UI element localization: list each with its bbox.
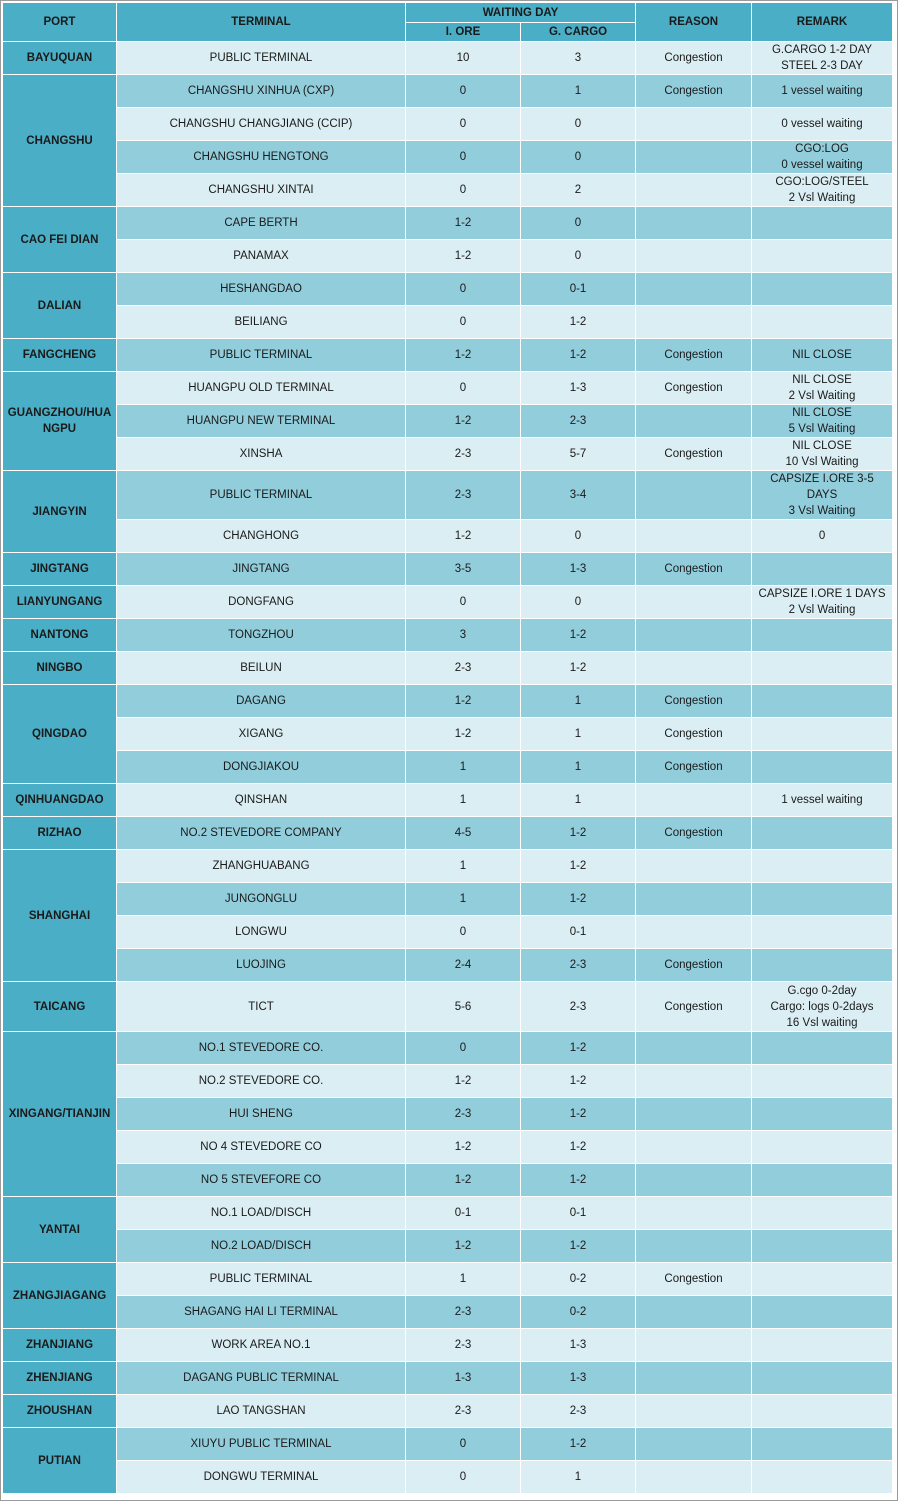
table-row <box>3 850 893 883</box>
table-row <box>3 520 893 553</box>
gcargo-cell: 1-2 <box>521 850 636 883</box>
remark-cell <box>752 949 893 982</box>
port-name: BAYUQUAN <box>3 42 117 75</box>
table-row <box>3 471 893 520</box>
port-name: ZHOUSHAN <box>3 1395 117 1428</box>
iore-cell: 2-3 <box>406 652 521 685</box>
table-row <box>3 141 893 174</box>
iore-cell: 0-1 <box>406 1197 521 1230</box>
remark-cell <box>752 1230 893 1263</box>
iore-cell: 1-2 <box>406 685 521 718</box>
reason-cell <box>636 207 752 240</box>
gcargo-cell: 1-3 <box>521 1329 636 1362</box>
iore-cell: 1 <box>406 883 521 916</box>
port-name: CAO FEI DIAN <box>3 207 117 273</box>
iore-cell: 0 <box>406 108 521 141</box>
reason-cell <box>636 1461 752 1494</box>
table-row <box>3 174 893 207</box>
port-name: FANGCHENG <box>3 339 117 372</box>
remark-cell: 0 <box>752 520 893 553</box>
iore-cell: 0 <box>406 141 521 174</box>
port-name: JINGTANG <box>3 553 117 586</box>
iore-cell: 1-2 <box>406 207 521 240</box>
reason-cell <box>636 405 752 438</box>
header-waiting-day: WAITING DAY <box>406 3 636 23</box>
terminal-cell: NO.1 LOAD/DISCH <box>117 1197 406 1230</box>
gcargo-cell: 2-3 <box>521 982 636 1032</box>
iore-cell: 10 <box>406 42 521 75</box>
reason-cell <box>636 1230 752 1263</box>
reason-cell <box>636 174 752 207</box>
remark-cell <box>752 1395 893 1428</box>
remark-cell <box>752 718 893 751</box>
port-name: ZHANGJIAGANG <box>3 1263 117 1329</box>
table-row <box>3 108 893 141</box>
header-reason: REASON <box>636 3 752 42</box>
iore-cell: 0 <box>406 1428 521 1461</box>
table-row <box>3 405 893 438</box>
terminal-cell: NO.1 STEVEDORE CO. <box>117 1032 406 1065</box>
remark-cell: NIL CLOSE 5 Vsl Waiting <box>752 405 893 438</box>
remark-cell <box>752 619 893 652</box>
table-row <box>3 1065 893 1098</box>
reason-cell <box>636 619 752 652</box>
reason-cell <box>636 586 752 619</box>
port-name: LIANYUNGANG <box>3 586 117 619</box>
table-row <box>3 949 893 982</box>
reason-cell <box>636 1098 752 1131</box>
remark-cell <box>752 1461 893 1494</box>
terminal-cell: BEILUN <box>117 652 406 685</box>
gcargo-cell: 1-2 <box>521 1131 636 1164</box>
iore-cell: 2-3 <box>406 1395 521 1428</box>
gcargo-cell: 1-3 <box>521 372 636 405</box>
reason-cell <box>636 1296 752 1329</box>
remark-cell <box>752 1296 893 1329</box>
terminal-cell: XIGANG <box>117 718 406 751</box>
gcargo-cell: 0-1 <box>521 916 636 949</box>
gcargo-cell: 0-2 <box>521 1296 636 1329</box>
iore-cell: 4-5 <box>406 817 521 850</box>
remark-cell <box>752 1197 893 1230</box>
gcargo-cell: 5-7 <box>521 438 636 471</box>
gcargo-cell: 1 <box>521 718 636 751</box>
terminal-cell: CHANGSHU HENGTONG <box>117 141 406 174</box>
iore-cell: 1-2 <box>406 718 521 751</box>
gcargo-cell: 1-2 <box>521 339 636 372</box>
table-row <box>3 1461 893 1494</box>
iore-cell: 0 <box>406 586 521 619</box>
table-row <box>3 1032 893 1065</box>
iore-cell: 1 <box>406 850 521 883</box>
terminal-cell: DONGJIAKOU <box>117 751 406 784</box>
table-row <box>3 553 893 586</box>
gcargo-cell: 0-1 <box>521 1197 636 1230</box>
remark-cell: CAPSIZE I.ORE 3-5 DAYS 3 Vsl Waiting <box>752 471 893 520</box>
gcargo-cell: 1-2 <box>521 1065 636 1098</box>
reason-cell: Congestion <box>636 949 752 982</box>
reason-cell: Congestion <box>636 1263 752 1296</box>
reason-cell <box>636 1395 752 1428</box>
remark-cell: CGO:LOG 0 vessel waiting <box>752 141 893 174</box>
terminal-cell: TONGZHOU <box>117 619 406 652</box>
reason-cell <box>636 1065 752 1098</box>
table-row <box>3 1428 893 1461</box>
terminal-cell: DAGANG <box>117 685 406 718</box>
gcargo-cell: 2 <box>521 174 636 207</box>
remark-cell: NIL CLOSE <box>752 339 893 372</box>
gcargo-cell: 1-2 <box>521 652 636 685</box>
iore-cell: 2-4 <box>406 949 521 982</box>
header-terminal: TERMINAL <box>117 3 406 42</box>
gcargo-cell: 1 <box>521 751 636 784</box>
reason-cell: Congestion <box>636 42 752 75</box>
header-remark: REMARK <box>752 3 893 42</box>
table-row <box>3 883 893 916</box>
table-row <box>3 372 893 405</box>
reason-cell <box>636 1164 752 1197</box>
reason-cell <box>636 1131 752 1164</box>
table-row <box>3 1362 893 1395</box>
iore-cell: 0 <box>406 1461 521 1494</box>
remark-cell <box>752 1362 893 1395</box>
terminal-cell: XINSHA <box>117 438 406 471</box>
reason-cell: Congestion <box>636 751 752 784</box>
header-gcargo: G. CARGO <box>521 23 636 42</box>
remark-cell: 0 vessel waiting <box>752 108 893 141</box>
terminal-cell: PUBLIC TERMINAL <box>117 339 406 372</box>
iore-cell: 0 <box>406 273 521 306</box>
table-row <box>3 1164 893 1197</box>
port-name: NANTONG <box>3 619 117 652</box>
gcargo-cell: 0-2 <box>521 1263 636 1296</box>
header-iore: I. ORE <box>406 23 521 42</box>
table-row <box>3 1329 893 1362</box>
iore-cell: 0 <box>406 174 521 207</box>
table-row <box>3 817 893 850</box>
remark-cell <box>752 1164 893 1197</box>
iore-cell: 1-2 <box>406 1164 521 1197</box>
gcargo-cell: 2-3 <box>521 405 636 438</box>
table-row <box>3 718 893 751</box>
port-name: PUTIAN <box>3 1428 117 1494</box>
remark-cell <box>752 1098 893 1131</box>
port-name: ZHENJIANG <box>3 1362 117 1395</box>
iore-cell: 3 <box>406 619 521 652</box>
reason-cell <box>636 240 752 273</box>
iore-cell: 1-2 <box>406 339 521 372</box>
gcargo-cell: 0 <box>521 586 636 619</box>
gcargo-cell: 3-4 <box>521 471 636 520</box>
terminal-cell: CHANGSHU XINHUA (CXP) <box>117 75 406 108</box>
terminal-cell: NO 4 STEVEDORE CO <box>117 1131 406 1164</box>
iore-cell: 1-2 <box>406 520 521 553</box>
reason-cell <box>636 1032 752 1065</box>
remark-cell <box>752 883 893 916</box>
reason-cell: Congestion <box>636 339 752 372</box>
gcargo-cell: 1-2 <box>521 619 636 652</box>
reason-cell <box>636 1197 752 1230</box>
terminal-cell: PUBLIC TERMINAL <box>117 42 406 75</box>
gcargo-cell: 1-2 <box>521 306 636 339</box>
remark-cell: G.cgo 0-2day Cargo: logs 0-2days 16 Vsl waiting <box>752 982 893 1032</box>
table-row <box>3 784 893 817</box>
table-row <box>3 685 893 718</box>
remark-cell <box>752 1428 893 1461</box>
iore-cell: 0 <box>406 916 521 949</box>
terminal-cell: HUANGPU OLD TERMINAL <box>117 372 406 405</box>
remark-cell <box>752 553 893 586</box>
iore-cell: 1-2 <box>406 1131 521 1164</box>
reason-cell <box>636 883 752 916</box>
gcargo-cell: 0 <box>521 207 636 240</box>
reason-cell: Congestion <box>636 817 752 850</box>
remark-cell <box>752 1131 893 1164</box>
terminal-cell: HUANGPU NEW TERMINAL <box>117 405 406 438</box>
iore-cell: 1-2 <box>406 405 521 438</box>
table-row <box>3 1098 893 1131</box>
port-name: NINGBO <box>3 652 117 685</box>
gcargo-cell: 2-3 <box>521 1395 636 1428</box>
table-row <box>3 42 893 75</box>
iore-cell: 2-3 <box>406 1098 521 1131</box>
gcargo-cell: 1-3 <box>521 553 636 586</box>
remark-cell <box>752 1032 893 1065</box>
terminal-cell: LONGWU <box>117 916 406 949</box>
gcargo-cell: 1 <box>521 1461 636 1494</box>
table-row <box>3 586 893 619</box>
remark-cell: CAPSIZE I.ORE 1 DAYS 2 Vsl Waiting <box>752 586 893 619</box>
port-waiting-table <box>2 2 893 1494</box>
iore-cell: 0 <box>406 75 521 108</box>
terminal-cell: PUBLIC TERMINAL <box>117 1263 406 1296</box>
remark-cell <box>752 1065 893 1098</box>
reason-cell <box>636 273 752 306</box>
gcargo-cell: 1 <box>521 75 636 108</box>
reason-cell <box>636 1428 752 1461</box>
gcargo-cell: 0 <box>521 141 636 174</box>
gcargo-cell: 1-2 <box>521 1098 636 1131</box>
table-row <box>3 1296 893 1329</box>
reason-cell <box>636 784 752 817</box>
table-row <box>3 207 893 240</box>
gcargo-cell: 2-3 <box>521 949 636 982</box>
remark-cell <box>752 850 893 883</box>
table-row <box>3 652 893 685</box>
gcargo-cell: 0-1 <box>521 273 636 306</box>
gcargo-cell: 1-3 <box>521 1362 636 1395</box>
port-name: DALIAN <box>3 273 117 339</box>
remark-cell <box>752 916 893 949</box>
reason-cell <box>636 108 752 141</box>
header-port: PORT <box>3 3 117 42</box>
terminal-cell: CHANGHONG <box>117 520 406 553</box>
table-row <box>3 982 893 1032</box>
iore-cell: 3-5 <box>406 553 521 586</box>
gcargo-cell: 0 <box>521 108 636 141</box>
iore-cell: 2-3 <box>406 1296 521 1329</box>
port-name: TAICANG <box>3 982 117 1032</box>
table-row <box>3 1230 893 1263</box>
terminal-cell: NO.2 LOAD/DISCH <box>117 1230 406 1263</box>
table-row <box>3 619 893 652</box>
remark-cell <box>752 1329 893 1362</box>
terminal-cell: LAO TANGSHAN <box>117 1395 406 1428</box>
reason-cell <box>636 652 752 685</box>
reason-cell <box>636 1329 752 1362</box>
gcargo-cell: 1-2 <box>521 1230 636 1263</box>
iore-cell: 1 <box>406 784 521 817</box>
terminal-cell: DAGANG PUBLIC TERMINAL <box>117 1362 406 1395</box>
iore-cell: 0 <box>406 306 521 339</box>
reason-cell: Congestion <box>636 685 752 718</box>
remark-cell <box>752 751 893 784</box>
reason-cell: Congestion <box>636 718 752 751</box>
remark-cell: CGO:LOG/STEEL 2 Vsl Waiting <box>752 174 893 207</box>
reason-cell <box>636 916 752 949</box>
terminal-cell: SHAGANG HAI LI TERMINAL <box>117 1296 406 1329</box>
reason-cell <box>636 1362 752 1395</box>
iore-cell: 0 <box>406 372 521 405</box>
terminal-cell: XIUYU PUBLIC TERMINAL <box>117 1428 406 1461</box>
remark-cell <box>752 685 893 718</box>
remark-cell <box>752 1263 893 1296</box>
remark-cell <box>752 306 893 339</box>
reason-cell <box>636 141 752 174</box>
terminal-cell: NO 5 STEVEFORE CO <box>117 1164 406 1197</box>
gcargo-cell: 1-2 <box>521 1164 636 1197</box>
terminal-cell: HUI SHENG <box>117 1098 406 1131</box>
reason-cell: Congestion <box>636 438 752 471</box>
remark-cell: NIL CLOSE 10 Vsl Waiting <box>752 438 893 471</box>
terminal-cell: DONGFANG <box>117 586 406 619</box>
reason-cell <box>636 471 752 520</box>
reason-cell: Congestion <box>636 553 752 586</box>
table-row <box>3 751 893 784</box>
terminal-cell: TICT <box>117 982 406 1032</box>
gcargo-cell: 0 <box>521 520 636 553</box>
terminal-cell: WORK AREA NO.1 <box>117 1329 406 1362</box>
terminal-cell: NO.2 STEVEDORE CO. <box>117 1065 406 1098</box>
iore-cell: 1-2 <box>406 1230 521 1263</box>
terminal-cell: BEILIANG <box>117 306 406 339</box>
table-row <box>3 1395 893 1428</box>
gcargo-cell: 3 <box>521 42 636 75</box>
remark-cell <box>752 273 893 306</box>
gcargo-cell: 1-2 <box>521 817 636 850</box>
iore-cell: 1-2 <box>406 1065 521 1098</box>
terminal-cell: JINGTANG <box>117 553 406 586</box>
terminal-cell: CAPE BERTH <box>117 207 406 240</box>
table-row <box>3 1263 893 1296</box>
iore-cell: 2-3 <box>406 471 521 520</box>
iore-cell: 5-6 <box>406 982 521 1032</box>
port-name: RIZHAO <box>3 817 117 850</box>
table-row <box>3 438 893 471</box>
iore-cell: 1 <box>406 751 521 784</box>
terminal-cell: DONGWU TERMINAL <box>117 1461 406 1494</box>
reason-cell: Congestion <box>636 75 752 108</box>
iore-cell: 1 <box>406 1263 521 1296</box>
table-body <box>3 42 893 1494</box>
table-row <box>3 306 893 339</box>
reason-cell <box>636 306 752 339</box>
port-name: GUANGZHOU/HUA NGPU <box>3 372 117 471</box>
terminal-cell: ZHANGHUABANG <box>117 850 406 883</box>
iore-cell: 2-3 <box>406 1329 521 1362</box>
table-row <box>3 339 893 372</box>
port-name: CHANGSHU <box>3 75 117 207</box>
terminal-cell: QINSHAN <box>117 784 406 817</box>
remark-cell <box>752 817 893 850</box>
table-row <box>3 273 893 306</box>
terminal-cell: CHANGSHU XINTAI <box>117 174 406 207</box>
iore-cell: 2-3 <box>406 438 521 471</box>
terminal-cell: HESHANGDAO <box>117 273 406 306</box>
port-name: QINGDAO <box>3 685 117 784</box>
table-row <box>3 916 893 949</box>
remark-cell <box>752 207 893 240</box>
reason-cell <box>636 850 752 883</box>
port-name: QINHUANGDAO <box>3 784 117 817</box>
remark-cell <box>752 240 893 273</box>
port-name: YANTAI <box>3 1197 117 1263</box>
table-row <box>3 240 893 273</box>
remark-cell: 1 vessel waiting <box>752 784 893 817</box>
gcargo-cell: 1 <box>521 685 636 718</box>
remark-cell: 1 vessel waiting <box>752 75 893 108</box>
table-row <box>3 75 893 108</box>
gcargo-cell: 1-2 <box>521 1428 636 1461</box>
remark-cell: G.CARGO 1-2 DAY STEEL 2-3 DAY <box>752 42 893 75</box>
table-row <box>3 1197 893 1230</box>
port-name: JIANGYIN <box>3 471 117 553</box>
terminal-cell: NO.2 STEVEDORE COMPANY <box>117 817 406 850</box>
reason-cell: Congestion <box>636 372 752 405</box>
gcargo-cell: 1-2 <box>521 883 636 916</box>
remark-cell: NIL CLOSE 2 Vsl Waiting <box>752 372 893 405</box>
terminal-cell: PUBLIC TERMINAL <box>117 471 406 520</box>
port-name: SHANGHAI <box>3 850 117 982</box>
reason-cell: Congestion <box>636 982 752 1032</box>
remark-cell <box>752 652 893 685</box>
port-name: XINGANG/TIANJIN <box>3 1032 117 1197</box>
table-row <box>3 1131 893 1164</box>
terminal-cell: PANAMAX <box>117 240 406 273</box>
iore-cell: 1-3 <box>406 1362 521 1395</box>
gcargo-cell: 1 <box>521 784 636 817</box>
gcargo-cell: 0 <box>521 240 636 273</box>
gcargo-cell: 1-2 <box>521 1032 636 1065</box>
iore-cell: 0 <box>406 1032 521 1065</box>
terminal-cell: JUNGONGLU <box>117 883 406 916</box>
iore-cell: 1-2 <box>406 240 521 273</box>
terminal-cell: CHANGSHU CHANGJIANG (CCIP) <box>117 108 406 141</box>
reason-cell <box>636 520 752 553</box>
terminal-cell: LUOJING <box>117 949 406 982</box>
port-name: ZHANJIANG <box>3 1329 117 1362</box>
